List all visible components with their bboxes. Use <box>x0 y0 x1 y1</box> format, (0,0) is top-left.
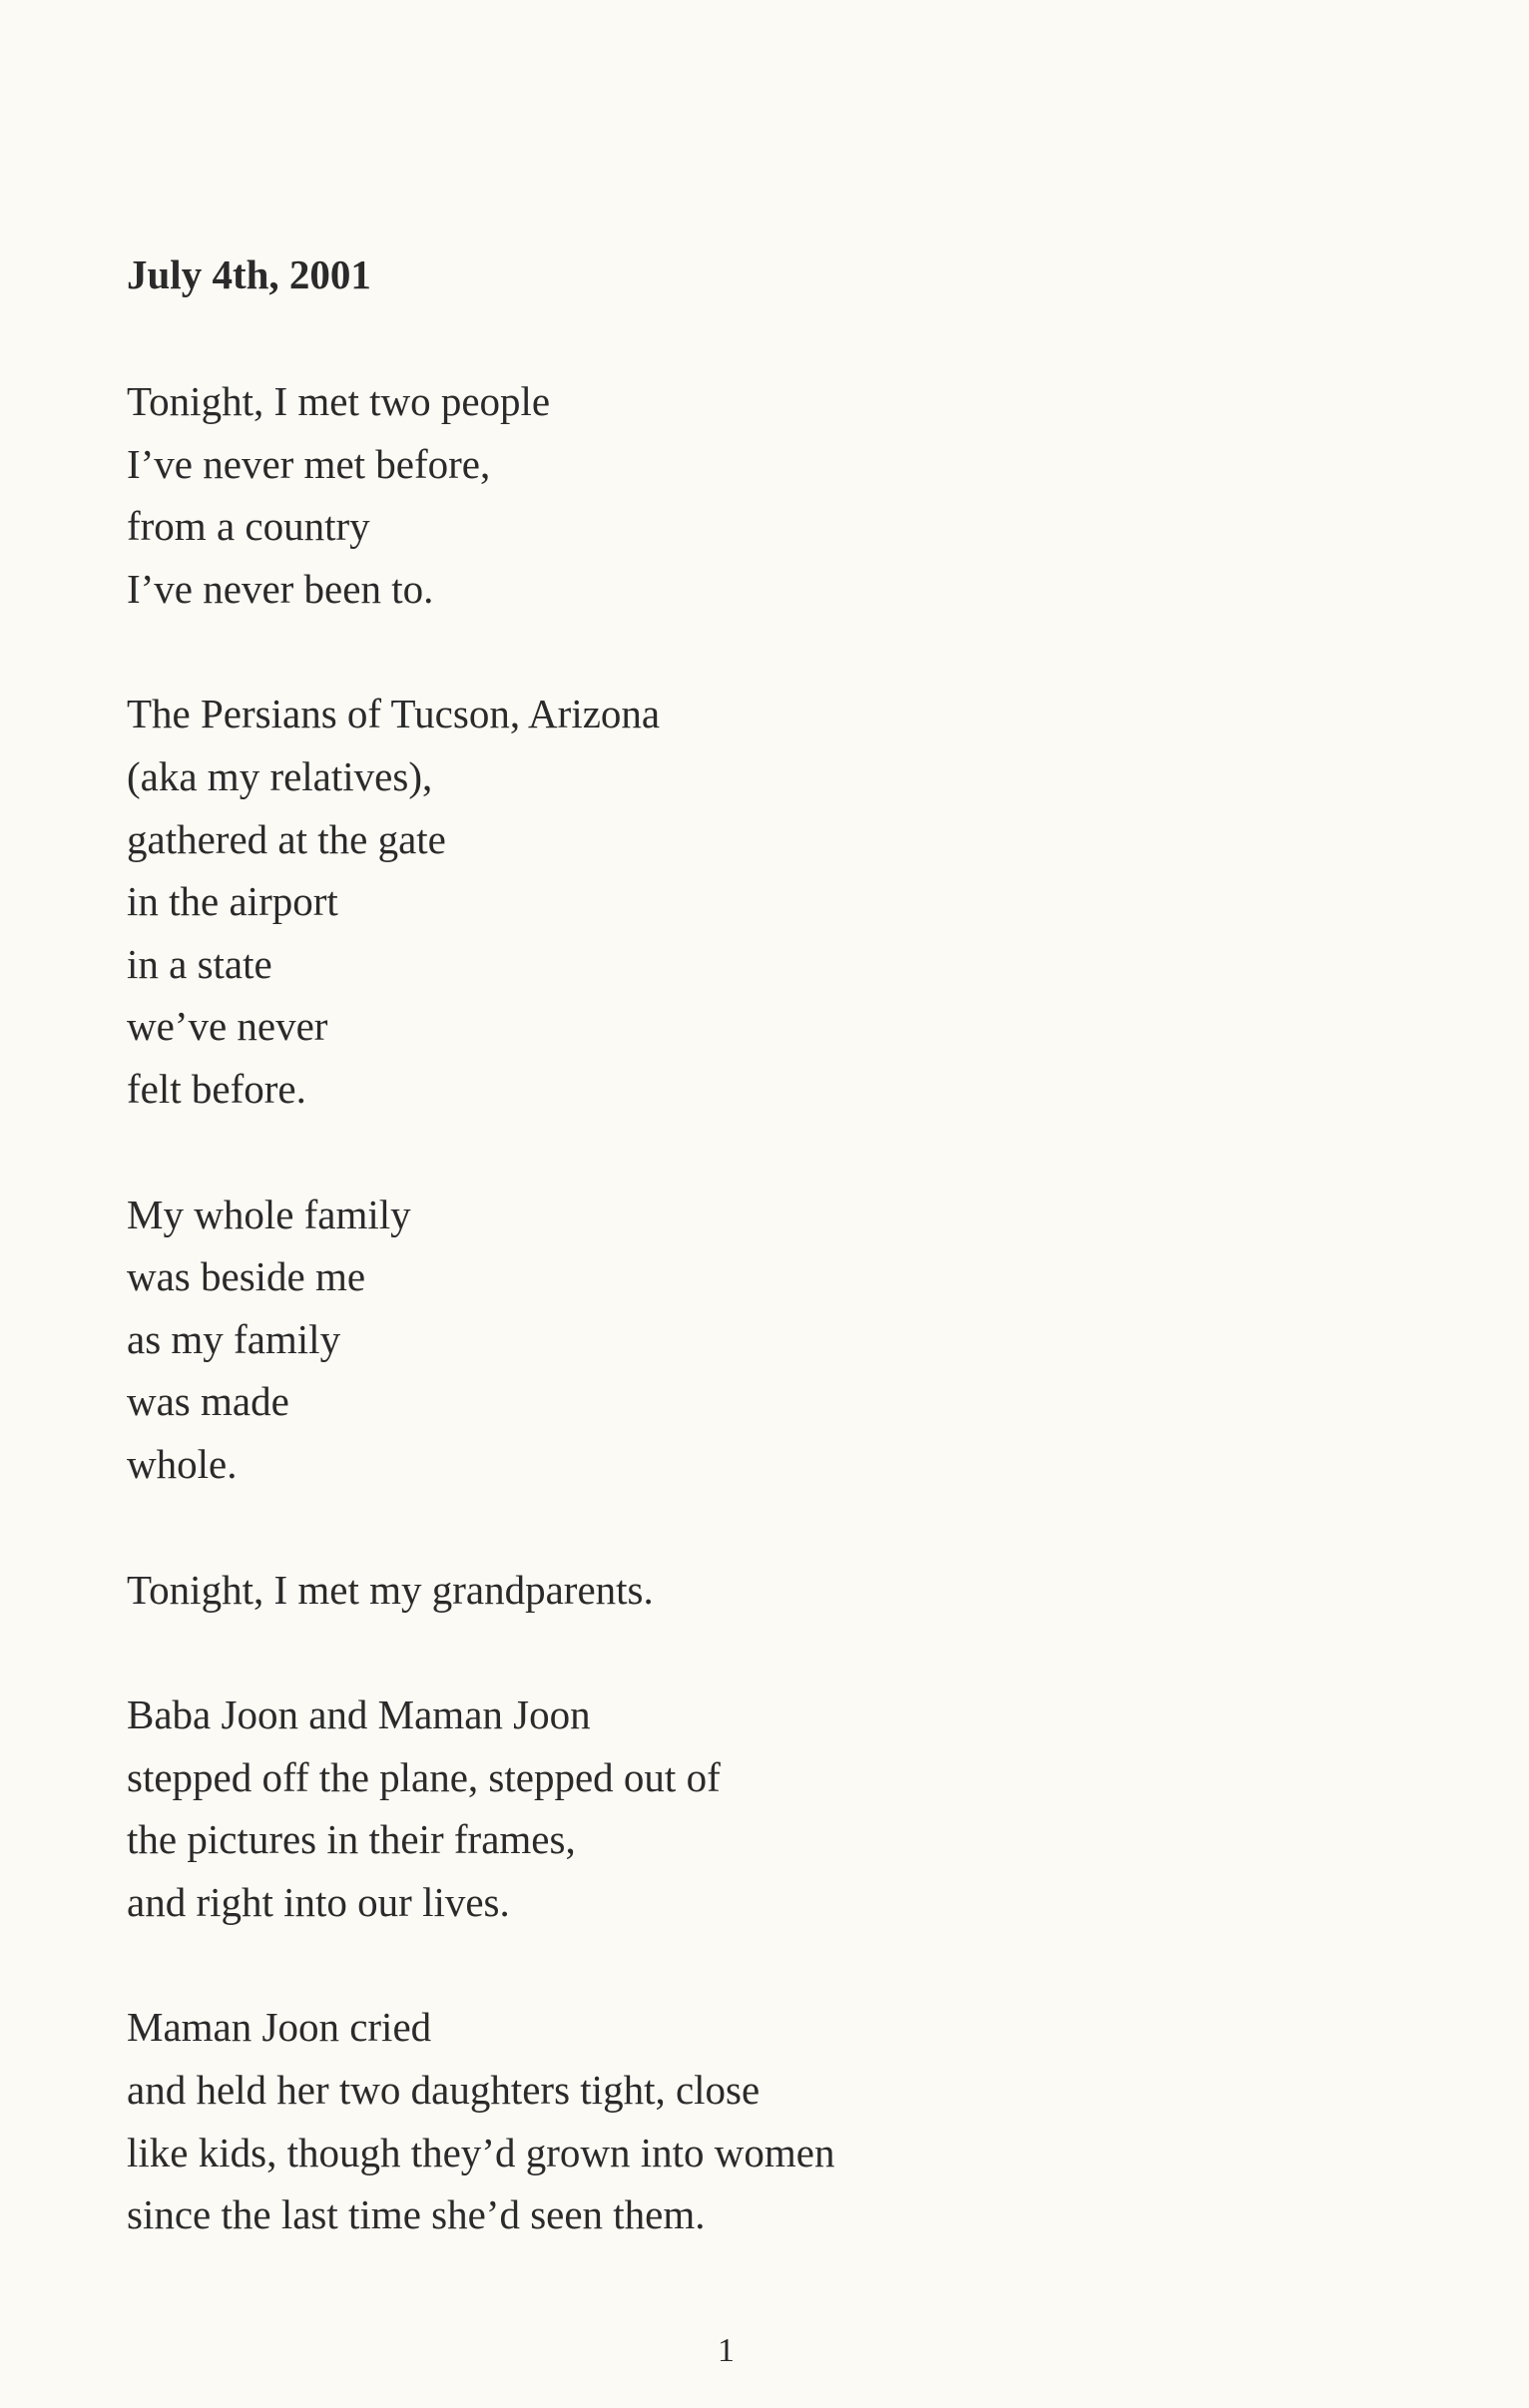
poem-line: The Persians of Tucson, Arizona <box>127 691 661 737</box>
poem-line: we’ve never <box>127 1003 328 1050</box>
poem-line: in the airport <box>127 878 338 925</box>
stanza <box>127 370 834 620</box>
poem-line: the pictures in their frames, <box>127 1816 576 1863</box>
poem-line: felt before. <box>127 1065 306 1112</box>
poem-line: I’ve never met before, <box>127 440 491 487</box>
poem-line: was made <box>127 1378 289 1425</box>
poem-line: Maman Joon cried <box>127 2004 432 2051</box>
poem-line: was beside me <box>127 1253 366 1300</box>
poem-line: gathered at the gate <box>127 815 446 862</box>
poem-line: (aka my relatives), <box>127 752 433 799</box>
poem-line: and held her two daughters tight, close <box>127 2067 761 2114</box>
poem-line: since the last time she’d seen them. <box>127 2191 706 2238</box>
stanza <box>127 1559 834 1622</box>
poem-line: in a state <box>127 940 272 987</box>
poem-title: July 4th, 2001 <box>127 251 371 297</box>
poem-line: stepped off the plane, stepped out of <box>127 1753 721 1800</box>
poem-line: Baba Joon and Maman Joon <box>127 1691 591 1738</box>
stanza <box>127 1184 834 1496</box>
poem-line: I’ve never been to. <box>127 565 434 612</box>
poem-line: and right into our lives. <box>127 1878 510 1925</box>
poem-line: as my family <box>127 1315 341 1362</box>
poem-line: My whole family <box>127 1191 411 1237</box>
poem-body <box>127 370 834 2309</box>
stanza <box>127 1684 834 1933</box>
poem-line: like kids, though they’d grown into women <box>127 2129 835 2175</box>
poem-line: whole. <box>127 1440 238 1487</box>
stanza <box>127 683 834 1120</box>
poem-line: Tonight, I met my grandparents. <box>127 1566 654 1613</box>
page-number: 1 <box>718 2332 735 2369</box>
poem-line: from a country <box>127 503 370 550</box>
poem-line: Tonight, I met two people <box>127 378 551 424</box>
stanza <box>127 1996 834 2245</box>
